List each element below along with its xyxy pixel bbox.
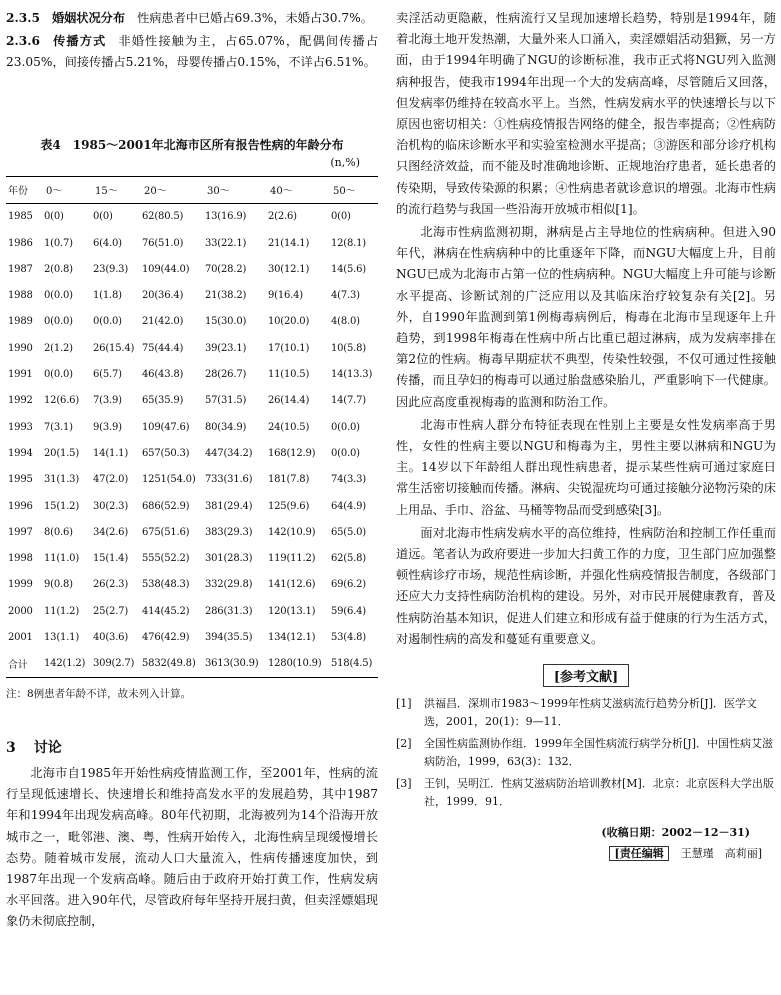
table-cell: 394(35.5)	[204, 632, 253, 643]
section-number: 2.3.5	[6, 11, 40, 25]
table-cell: 1251(54.0)	[142, 474, 196, 486]
table-cell: 20(1.5)	[44, 447, 80, 459]
table-cell: 28(26.7)	[204, 369, 247, 381]
table-unit: (n,%)	[330, 155, 360, 169]
responsible-editor	[396, 845, 776, 861]
table-cell: 21(14.1)	[267, 237, 310, 249]
heading-number: 3	[6, 739, 16, 756]
table-header-row	[6, 176, 378, 203]
table-cell: 1280(10.9)	[267, 658, 322, 670]
table-cell: 0(0.0)	[330, 421, 360, 433]
table-year-cell: 1989	[8, 316, 33, 328]
table-cell: 14(7.7)	[330, 395, 366, 407]
table-cell: 10(20.0)	[267, 316, 310, 328]
table-cell: 75(44.4)	[142, 342, 184, 354]
table-cell: 447(34.2)	[204, 447, 253, 459]
table-year-cell: 1986	[8, 237, 33, 249]
table-row	[6, 598, 378, 624]
table-cell: 21(38.2)	[204, 290, 247, 302]
body-paragraph: 北海市性病监测初期，淋病是占主导地位的性病病种。但进入90年代，淋病在性病病种中的比重逐年下降，而NGU大幅度上升，目前NGU已成为北海市占第一位的性病病种。NGU大幅度上升可能与诊断水平提高、诊断试剂的广泛应用以及其临床治疗较复杂有关[2]。另外，自1990年监测到第1例梅毒病例后，梅毒在北海市呈现逐年上升趋势，到1998年梅毒在性病中所占比重已超过淋病，成为发病率排在第2位的性病。梅毒早期症状不典型，传染性较强，不仅可通过性接触传播，而且孕妇的梅毒可以通过胎盘感染胎儿，严重影响下一代健康。因此应高度重视梅毒的监测和防治工作。	[396, 225, 776, 409]
section-2-3-5	[6, 8, 378, 29]
table-cell: 76(51.0)	[142, 237, 184, 249]
table-cell: 518(4.5)	[330, 658, 373, 670]
table-cell: 14(1.1)	[93, 447, 129, 459]
table-cell: 39(23.1)	[204, 342, 247, 354]
table-row	[6, 388, 378, 414]
table-cell: 10(5.8)	[330, 342, 366, 354]
table-cell: 181(7.8)	[267, 474, 310, 486]
table-cell: 142(10.9)	[267, 526, 316, 538]
heading-title: 讨论	[33, 739, 62, 756]
table-cell: 7(3.9)	[93, 395, 122, 407]
table-cell: 9(3.9)	[93, 421, 122, 433]
reference-text: 全国性病监测协作组．1999年全国性病流行病学分析[J]．中国性病艾滋病防治，1999，63(3)：132．	[424, 737, 773, 769]
age-distribution-table	[6, 176, 378, 678]
table-header-cell: 0～	[46, 186, 63, 198]
table-cell: 0(0)	[93, 211, 113, 223]
reference-item	[396, 695, 776, 731]
table-cell: 309(2.7)	[93, 658, 135, 670]
body-paragraph: 卖淫活动更隐蔽，性病流行又呈现加速增长趋势，特别是1994年，随着北海土地开发热潮，大量外来人口涌入，卖淫嫖娼活动猖獗，另一方面，由于1994年明确了NGU的诊断标准，我市正式将NGU列入监测病种报告，使我市1994年出现一个大的发病高峰，尽管随后又回落，但发病率仍维持在较高水平上。当然，性病发病水平的快速增长与以下原因也密切相关：①性病疫情报告网络的健全，报告率提高；②性病防治机构的临床诊断水平和实验室检测水平提高；③游医和部分诊疗机构只图经济效益，而不能及时准确地诊断、正规地治疗患者，延长患者的传染期，导致传染源的积累；④性病患者就诊意识的增强。北海市性病的流行趋势与我国一些沿海开放城市相似[1]。	[396, 11, 776, 216]
table-cell: 0(0)	[330, 211, 351, 223]
table-cell: 134(12.1)	[267, 632, 316, 643]
table-cell: 65(35.9)	[142, 395, 184, 407]
table-cell: 30(2.3)	[93, 500, 129, 512]
table-row	[6, 283, 378, 309]
table-cell: 69(6.2)	[330, 579, 366, 591]
table-cell: 46(43.8)	[142, 369, 184, 381]
table-row	[6, 309, 378, 335]
table-cell: 11(10.5)	[267, 369, 310, 381]
right-column	[396, 8, 776, 861]
table-cell: 62(80.5)	[142, 211, 184, 223]
section-2-3-6	[6, 31, 378, 73]
reference-item	[396, 735, 776, 771]
table-cell: 142(1.2)	[44, 658, 86, 670]
table-row	[6, 414, 378, 440]
table-cell: 70(28.2)	[204, 263, 247, 275]
table-cell: 30(12.1)	[267, 263, 310, 275]
table-cell: 62(5.8)	[330, 553, 366, 565]
table-header-cell: 20～	[144, 186, 167, 198]
table-year-cell: 1994	[8, 447, 33, 459]
table-header-cell: 40～	[269, 186, 293, 198]
table-year-cell: 1991	[8, 369, 33, 381]
table-cell: 4(8.0)	[330, 316, 360, 328]
table-cell: 31(1.3)	[44, 474, 80, 486]
table-cell: 80(34.9)	[204, 421, 247, 433]
table-cell: 0(0.0)	[44, 316, 73, 328]
table-cell: 657(50.3)	[142, 447, 190, 459]
table-cell: 109(44.0)	[142, 263, 190, 275]
table-year-cell: 1997	[8, 526, 33, 538]
reference-text: 王钊，吴明江．性病艾滋病防治培训教材[M]．北京：北京医科大学出版社，1999．91．	[424, 777, 774, 809]
table-cell: 1(0.7)	[44, 237, 73, 249]
table-row	[6, 624, 378, 650]
section-title: 婚姻状况分布	[51, 11, 126, 25]
table-cell: 17(10.1)	[267, 342, 310, 354]
table-year-cell: 1990	[8, 342, 33, 354]
table-cell: 2(0.8)	[44, 263, 73, 275]
table-cell: 59(6.4)	[330, 605, 366, 617]
table-cell: 74(3.3)	[330, 474, 366, 486]
discussion-paragraph: 北海市自1985年开始性病疫情监测工作，至2001年，性病的流行呈现低速增长、快速增长和维持高发水平的发展趋势，其中1987年和1994年出现发病高峰。80年代初期，北海被列为14个沿海开放城市之一，毗邻港、澳、粤，性病开始传入，北海性病呈现缓慢增长态势。随着城市发展，流动人口大量流入，性病传播速度加快，到1987年出现一个发病高峰。随后由于政府开始打黄工作，性病发病水平回落。进入90年代，尽管政府每年坚持开展扫黄，但卖淫嫖娼现象仍未彻底控制，	[6, 765, 378, 929]
table-cell: 476(42.9)	[142, 632, 190, 643]
table-cell: 13(1.1)	[44, 632, 80, 643]
table-cell: 12(6.6)	[44, 395, 80, 407]
table-cell: 47(2.0)	[93, 474, 129, 486]
table-header-cell: 15～	[95, 186, 118, 198]
section-text: 性病患者中已婚占69.3%，未婚占30.7%。	[137, 11, 373, 25]
table-cell: 675(51.6)	[142, 526, 190, 538]
table-header-cell: 30～	[206, 186, 230, 198]
editor-names: 王慧瑾 高莉丽]	[680, 847, 762, 861]
table-cell: 301(28.3)	[204, 553, 253, 565]
table-cell: 6(5.7)	[93, 369, 122, 381]
table-year-cell: 1999	[8, 579, 33, 591]
table-cell: 14(5.6)	[330, 263, 366, 275]
table-row	[6, 440, 378, 466]
table-row	[6, 545, 378, 571]
table-cell: 11(1.2)	[44, 605, 80, 617]
table-cell: 120(13.1)	[267, 605, 316, 617]
table-cell: 4(7.3)	[330, 290, 360, 302]
table-cell: 381(29.4)	[204, 500, 253, 512]
table-year-cell: 1993	[8, 421, 33, 433]
table-row	[6, 519, 378, 545]
references-list	[396, 695, 776, 811]
table-header-cell: 50～	[332, 186, 356, 198]
section-title: 传播方式	[51, 34, 107, 49]
body-paragraph: 面对北海市性病发病水平的高位维持，性病防治和控制工作任重而道远。笔者认为政府要进一步加大扫黄工作的力度，卫生部门应加强整顿性病诊疗市场，规范性病诊断，并强化性病疫情报告制度，各级部门还应大力支持性病防治机构的建设。另外，对市民开展健康教育，普及性病防治基本知识，促进人们建立和形成有益于健康的行为生活方式，对遏制性病的高发和蔓延有重要意义。	[396, 525, 776, 646]
table-cell: 15(30.0)	[204, 316, 247, 328]
table-year-cell: 1998	[8, 553, 33, 565]
section-text: 非婚性接触为主，占65.07%，配偶间传播占23.05%，间接传播占5.21%，母婴传播占0.15%，不详占6.51%。	[6, 34, 379, 70]
table-year-cell: 1992	[8, 395, 33, 407]
table-cell: 0(0.0)	[330, 447, 360, 459]
table-header-cell: 年份	[8, 186, 28, 198]
table-row	[6, 493, 378, 519]
reference-number: [1]	[396, 697, 412, 711]
table-cell: 1(1.8)	[93, 290, 122, 302]
table-row	[6, 256, 378, 282]
table-cell: 7(3.1)	[44, 421, 73, 433]
table-row	[6, 230, 378, 256]
table-row	[6, 361, 378, 387]
table-year-cell: 1995	[8, 474, 33, 486]
table-cell: 64(4.9)	[330, 500, 366, 512]
table-cell: 332(29.8)	[204, 579, 253, 591]
table-year-cell: 合计	[8, 660, 28, 672]
table-year-cell: 2001	[8, 632, 33, 643]
table-cell: 8(0.6)	[44, 526, 73, 538]
table-cell: 15(1.4)	[93, 553, 129, 565]
body-paragraph: 北海市性病人群分布特征表现在性别上主要是女性发病率高于男性，女性的性病主要以NGU和梅毒为主，男性主要以淋病和NGU为主。14岁以下年龄组人群出现性病患者，提示某些性病可通过家庭日常生活密切接触而传播。淋病、尖锐湿疣均可通过接触分泌物污染的床上用品、手巾、浴盆、马桶等物品而受到感染[3]。	[396, 417, 776, 517]
table-cell: 26(2.3)	[93, 579, 129, 591]
editor-label: [责任编辑	[609, 846, 668, 861]
table-cell: 141(12.6)	[267, 579, 316, 591]
table-cell: 538(48.3)	[142, 579, 190, 591]
table-cell: 0(0.0)	[44, 290, 73, 302]
received-date: (收稿日期：2002－12－31)	[601, 826, 750, 840]
table-cell: 383(29.3)	[204, 526, 253, 538]
table-cell: 33(22.1)	[204, 237, 247, 249]
table-cell: 9(16.4)	[267, 290, 303, 302]
section-heading-discussion	[6, 739, 378, 757]
table-cell: 555(52.2)	[142, 553, 190, 565]
table-row	[6, 572, 378, 598]
table-row	[6, 467, 378, 493]
table-cell: 65(5.0)	[330, 526, 366, 538]
references-title: [参考文献]	[543, 664, 629, 687]
table-cell: 0(0.0)	[93, 316, 122, 328]
table-cell: 25(2.7)	[93, 605, 129, 617]
table-cell: 119(11.2)	[267, 553, 316, 565]
table-year-cell: 1987	[8, 263, 33, 275]
table-cell: 24(10.5)	[267, 421, 310, 433]
table-cell: 5832(49.8)	[142, 658, 196, 670]
table-body	[6, 203, 378, 677]
table-year-cell: 1988	[8, 290, 33, 302]
table-cell: 3613(30.9)	[204, 658, 259, 670]
reference-text: 洪福昌．深圳市1983～1999年性病艾滋病流行趋势分析[J]．医学文选，2001，20(1)：9—11．	[424, 697, 757, 729]
table-cell: 2(2.6)	[267, 211, 297, 223]
section-number: 2.3.6	[6, 34, 40, 49]
table-cell: 13(16.9)	[204, 211, 247, 223]
table-cell: 686(52.9)	[142, 500, 190, 512]
table-cell: 53(4.8)	[330, 632, 366, 643]
reference-number: [2]	[396, 737, 412, 751]
table-row	[6, 335, 378, 361]
table-cell: 12(8.1)	[330, 237, 366, 249]
table-cell: 9(0.8)	[44, 579, 73, 591]
table-note: 注：8例患者年龄不详，故未列入计算。	[6, 687, 192, 700]
table-caption: 表4 1985～2001年北海市区所有报告性病的年龄分布	[40, 137, 344, 152]
table-cell: 125(9.6)	[267, 500, 310, 512]
table-cell: 168(12.9)	[267, 447, 316, 459]
table-cell: 0(0)	[44, 211, 64, 223]
table-cell: 6(4.0)	[93, 237, 122, 249]
table-cell: 40(3.6)	[93, 632, 129, 643]
table-row	[6, 651, 378, 678]
table-year-cell: 1985	[8, 211, 33, 223]
table-cell: 15(1.2)	[44, 500, 80, 512]
table-cell: 2(1.2)	[44, 342, 73, 354]
reference-item	[396, 775, 776, 811]
table-cell: 414(45.2)	[142, 605, 190, 617]
table-cell: 0(0.0)	[44, 369, 73, 381]
table-year-cell: 2000	[8, 605, 33, 617]
table-cell: 11(1.0)	[44, 553, 80, 565]
table-cell: 26(14.4)	[267, 395, 310, 407]
table-year-cell: 1996	[8, 500, 33, 512]
table-cell: 733(31.6)	[204, 474, 253, 486]
references-heading	[396, 664, 776, 687]
left-column	[6, 8, 378, 933]
table-cell: 34(2.6)	[93, 526, 129, 538]
table-cell: 23(9.3)	[93, 263, 129, 275]
table-row	[6, 203, 378, 230]
table-cell: 21(42.0)	[142, 316, 184, 328]
table-cell: 109(47.6)	[142, 421, 190, 433]
table-cell: 57(31.5)	[204, 395, 247, 407]
reference-number: [3]	[396, 777, 412, 791]
table-cell: 286(31.3)	[204, 605, 253, 617]
table-cell: 20(36.4)	[142, 290, 184, 302]
table-cell: 14(13.3)	[330, 369, 373, 381]
table-cell: 26(15.4)	[93, 342, 135, 354]
